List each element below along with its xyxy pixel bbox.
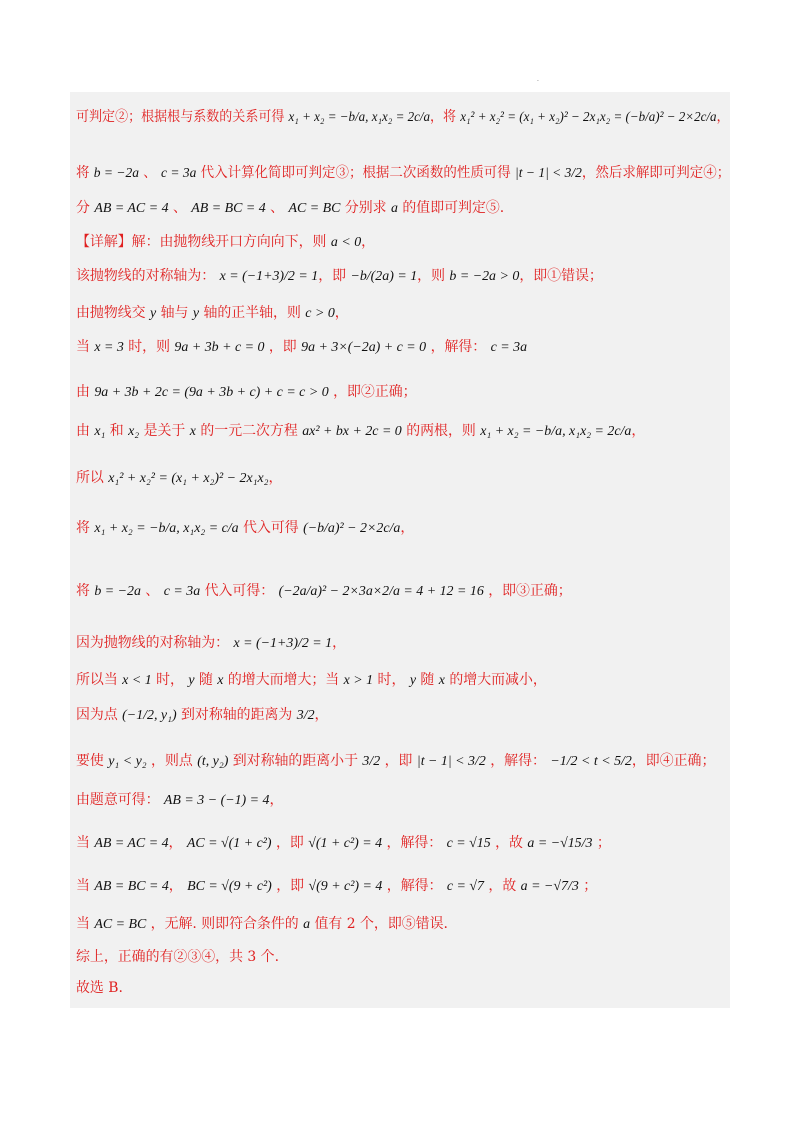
text-segment: 要使	[76, 753, 109, 769]
text-segment: ，故	[484, 878, 521, 894]
math-expression: x > 1	[343, 673, 374, 688]
text-segment: 当	[76, 878, 95, 894]
solution-line	[76, 107, 730, 128]
text-segment: ，解得：	[382, 835, 447, 851]
text-segment: 时，则	[123, 339, 175, 355]
math-expression: x = (−1+3)/2 = 1	[233, 636, 333, 651]
math-expression: x < 1	[122, 673, 152, 688]
text-segment: 代入计算化简即可判定③；根据二次函数的性质可得	[196, 165, 516, 181]
math-expression: (t, y₂)	[197, 754, 229, 769]
math-expression: a < 0	[330, 235, 362, 250]
text-segment: ；	[578, 878, 598, 894]
text-segment: 该抛物线的对称轴为：	[76, 268, 220, 284]
math-expression: b = −2a	[93, 166, 139, 181]
math-expression: x	[189, 424, 196, 439]
solution-line	[76, 705, 730, 726]
text-segment: ，然后求解即可判定④；	[581, 165, 731, 181]
solution-line	[76, 518, 730, 539]
math-expression: 9a + 3b + c = 0	[174, 340, 265, 355]
text-segment: 到对称轴的距离小于	[228, 753, 363, 769]
text-segment: 值有 2 个，即⑤错误.	[310, 916, 448, 932]
math-expression: y₁ < y₂	[108, 754, 147, 769]
text-segment: ，即	[380, 753, 417, 769]
math-expression: x₁	[94, 424, 106, 439]
math-expression: a	[303, 917, 311, 932]
math-expression: √(9 + c²) = 4	[308, 879, 383, 894]
text-segment: ，即	[264, 339, 302, 355]
text-segment: 的增大而减小，	[444, 672, 547, 688]
text-segment: ，即②正确；	[328, 384, 417, 400]
text-segment: ，即	[271, 878, 309, 894]
text-segment: 的值即可判定⑤.	[397, 200, 505, 216]
text-segment: 当	[76, 339, 95, 355]
math-expression: AB = BC = 4	[94, 879, 169, 894]
header-dot: ·	[537, 78, 539, 85]
text-segment: 时，	[373, 672, 410, 688]
text-segment: ，即	[271, 835, 309, 851]
text-segment: ，将	[430, 109, 461, 125]
math-expression: 9a + 3b + 2c = (9a + 3b + c) + c = c > 0	[94, 385, 329, 400]
text-segment: 、	[265, 200, 289, 216]
math-expression: b = −2a	[94, 584, 141, 599]
text-segment: 、	[168, 200, 192, 216]
math-expression: x = 3	[94, 340, 124, 355]
text-segment: ，即	[318, 268, 351, 284]
solution-line	[76, 751, 730, 772]
solution-line	[76, 633, 730, 654]
math-expression: −b/(2a) = 1	[350, 269, 418, 284]
math-expression: |t − 1| < 3/2	[416, 754, 486, 769]
text-segment: ；	[592, 835, 611, 851]
text-segment: ，解得：	[382, 878, 447, 894]
math-expression: 9a + 3×(−2a) + c = 0	[301, 340, 427, 355]
text-segment: 【详解】解：由抛物线开口方向向下，则	[76, 234, 331, 250]
text-segment: 因为点	[76, 707, 123, 723]
text-segment: 随	[194, 672, 218, 688]
text-segment: ，	[314, 707, 329, 723]
math-expression: 3/2	[362, 754, 381, 769]
text-segment: ，	[631, 423, 646, 439]
math-expression: b = −2a > 0	[449, 269, 520, 284]
math-expression: x	[438, 673, 445, 688]
text-segment: ，	[168, 835, 187, 851]
text-segment: 当	[76, 835, 95, 851]
math-expression: x₁ + x₂ = −b/a, x₁x₂ = 2c/a	[480, 424, 632, 439]
text-segment: 和	[105, 423, 129, 439]
text-segment: 、	[138, 165, 162, 181]
text-segment: ，即①错误；	[519, 268, 603, 284]
math-expression: a = −√15/3	[527, 836, 593, 851]
text-segment: ，解得：	[485, 753, 551, 769]
text-segment: 可判定②；根据根与系数的关系可得	[76, 109, 289, 125]
solution-line	[76, 232, 730, 253]
text-segment: 故选 B.	[76, 980, 123, 996]
solution-line	[76, 790, 730, 811]
math-expression: (−b/a)² − 2×2c/a	[303, 521, 401, 536]
text-segment: ，即④正确；	[631, 753, 716, 769]
math-expression: AB = AC = 4	[94, 201, 169, 216]
math-expression: y	[192, 306, 200, 321]
text-segment: 的增大而增大；当	[223, 672, 344, 688]
math-expression: x₂	[128, 424, 140, 439]
math-expression: x	[217, 673, 224, 688]
solution-line	[76, 876, 730, 897]
text-segment: ，	[400, 520, 415, 536]
math-expression: ax² + bx + 2c = 0	[302, 424, 402, 439]
math-expression: −1/2 < t < 5/2	[550, 754, 632, 769]
text-segment: 代入可得：	[200, 583, 279, 599]
math-expression: y	[150, 306, 157, 321]
text-segment: 时，	[151, 672, 189, 688]
math-expression: x₁ + x₂ = −b/a, x₁x₂ = 2c/a	[288, 110, 431, 125]
solution-line	[76, 382, 730, 403]
text-segment: ，	[269, 792, 284, 808]
text-segment: 因为抛物线的对称轴为：	[76, 635, 234, 651]
math-expression: BC = √(9 + c²)	[187, 879, 272, 894]
math-expression: AC = BC	[288, 201, 341, 216]
solution-line	[76, 303, 730, 324]
math-expression: x₁ + x₂ = −b/a, x₁x₂ = c/a	[94, 521, 239, 536]
math-expression: (−2a/a)² − 2×3a×2/a = 4 + 12 = 16	[278, 584, 484, 599]
math-expression: AC = √(1 + c²)	[186, 836, 272, 851]
text-segment: 由	[76, 384, 95, 400]
solution-line	[76, 914, 730, 935]
text-segment: 由	[76, 423, 95, 439]
math-expression: a	[391, 201, 398, 216]
text-segment: 轴与	[156, 305, 193, 321]
solution-line	[76, 421, 730, 442]
solution-line	[76, 163, 731, 184]
text-segment: 将	[76, 583, 95, 599]
solution-line	[76, 468, 730, 489]
math-expression: AC = BC	[94, 917, 147, 932]
text-segment: ，则点	[146, 753, 198, 769]
text-segment: 到对称轴的距离为	[176, 707, 297, 723]
text-segment: ，无解. 则即符合条件的	[146, 916, 304, 932]
math-expression: AB = BC = 4	[191, 201, 266, 216]
text-segment: 当	[76, 916, 95, 932]
text-segment: 所以当	[76, 672, 123, 688]
solution-line	[76, 947, 730, 967]
math-expression: |t − 1| < 3/2	[515, 166, 582, 181]
text-segment: 的两根，则	[401, 423, 481, 439]
math-expression: a = −√7/3	[520, 879, 579, 894]
text-segment: ，	[716, 109, 730, 125]
math-expression: y	[409, 673, 416, 688]
text-segment: ，	[361, 234, 376, 250]
text-segment: 代入可得	[238, 520, 304, 536]
solution-panel	[70, 92, 730, 1008]
solution-line	[76, 581, 730, 602]
text-segment: ，即③正确；	[483, 583, 572, 599]
math-expression: (−1/2, y₁)	[122, 708, 177, 723]
text-segment: 由题意可得：	[76, 792, 164, 808]
math-expression: y	[188, 673, 195, 688]
text-segment: 将	[76, 165, 94, 181]
text-segment: 由抛物线交	[76, 305, 151, 321]
text-segment: ，故	[490, 835, 528, 851]
text-segment: 将	[76, 520, 95, 536]
text-segment: ，	[268, 470, 283, 486]
text-segment: ，	[332, 635, 347, 651]
text-segment: 轴的正半轴，则	[199, 305, 306, 321]
text-segment: 的一元二次方程	[195, 423, 303, 439]
math-expression: c = 3a	[163, 584, 201, 599]
math-expression: x = (−1+3)/2 = 1	[219, 269, 319, 284]
math-expression: c = √15	[446, 836, 491, 851]
text-segment: 是关于	[139, 423, 190, 439]
math-expression: x₁² + x₂² = (x₁ + x₂)² − 2x₁x₂ = (−b/a)² − 2×2c/a	[460, 110, 717, 125]
solution-line	[76, 670, 730, 691]
text-segment: 分别求	[340, 200, 392, 216]
math-expression: c > 0	[305, 306, 335, 321]
math-expression: 3/2	[296, 708, 315, 723]
solution-line	[76, 266, 730, 287]
math-expression: c = √7	[446, 879, 485, 894]
text-segment: ，	[168, 878, 188, 894]
math-expression: AB = 3 − (−1) = 4	[163, 793, 270, 808]
math-expression: AB = AC = 4	[94, 836, 169, 851]
math-expression: c = 3a	[161, 166, 197, 181]
text-segment: ，	[334, 305, 349, 321]
math-expression: c = 3a	[490, 340, 528, 355]
text-segment: 综上，正确的有②③④，共 3 个.	[76, 949, 280, 965]
solution-line	[76, 833, 730, 854]
solution-line	[76, 337, 730, 358]
text-segment: 分	[76, 200, 95, 216]
math-expression: x₁² + x₂² = (x₁ + x₂)² − 2x₁x₂	[108, 471, 269, 486]
text-segment: 、	[140, 583, 164, 599]
solution-line	[76, 198, 730, 219]
solution-line	[76, 978, 730, 998]
math-expression: √(1 + c²) = 4	[308, 836, 383, 851]
text-segment: ，解得：	[426, 339, 491, 355]
text-segment: ，则	[417, 268, 450, 284]
text-segment: 随	[415, 672, 439, 688]
text-segment: 所以	[76, 470, 109, 486]
